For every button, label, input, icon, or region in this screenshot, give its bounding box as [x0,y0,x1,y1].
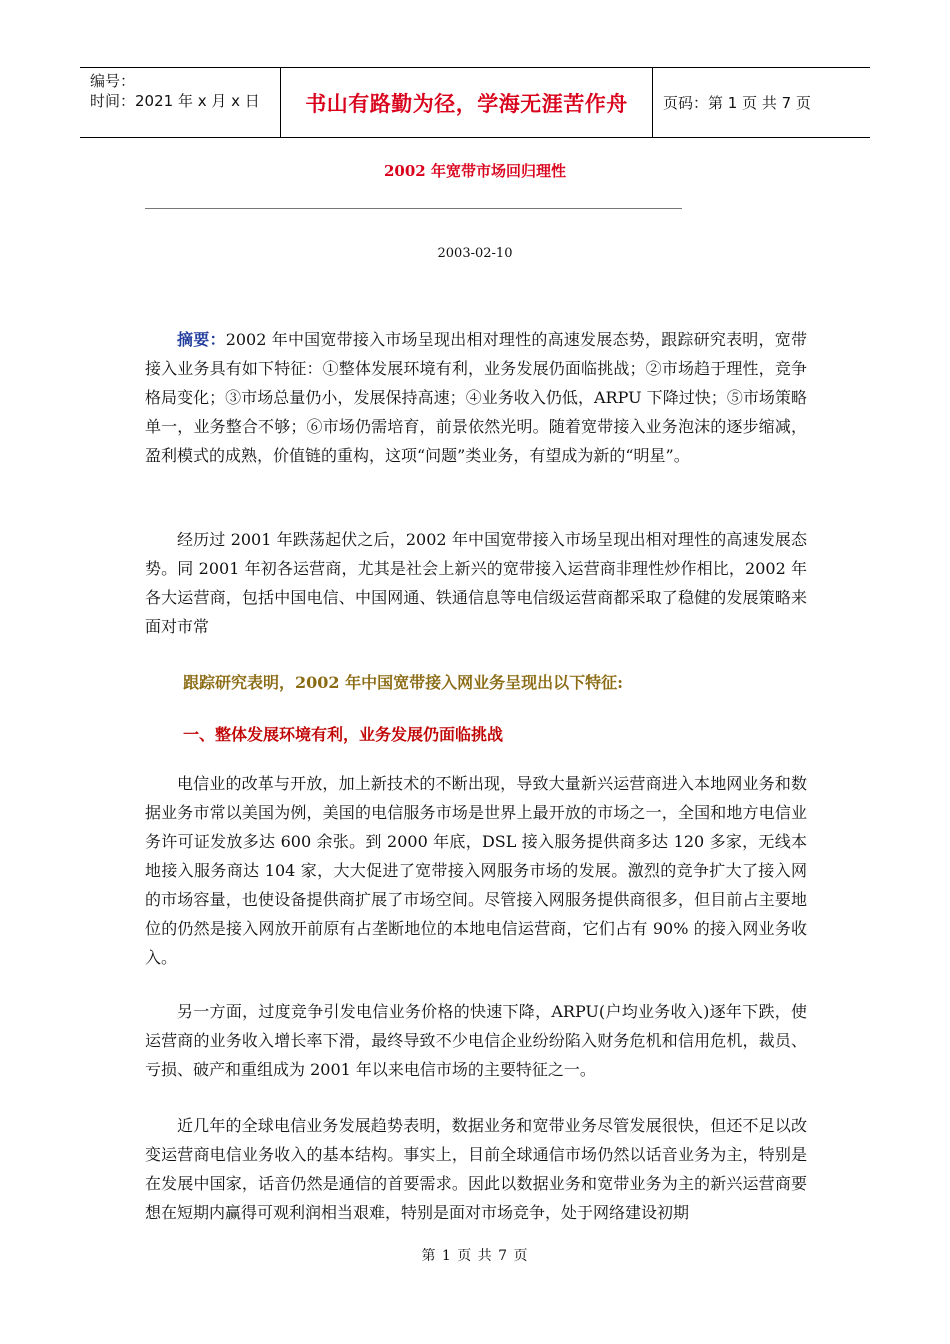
page-header [80,67,870,138]
header-motto: 书山有路勤为径，学海无涯苦作舟 [305,91,628,116]
header-page-info: 页码：第 1 页 共 7 页 [663,94,811,112]
document-date: 2003-02-10 [437,246,513,261]
header-meta [80,68,281,137]
section1-paragraph-2-block [145,997,807,1084]
section1-paragraph: 电信业的改革与开放，加上新技术的不断出现，导致大量新兴运营商进入本地网业务和数据业务市常以美国为例，美国的电信服务市场是世界上最开放的市场之一，全国和地方电信业务许可证发放多达 600 余张。到 2000 年底，DSL 接入服务提供商多达 120 多家，无线本地接入服务商达 104 家，大大促进了宽带接入网服务市场的发展。激烈的竞争扩大了接入网的市场容量，也使设备提供商扩展了市场空间。尽管接入网服务提供商很多，但目前占主要地位的仍然是接入网放开前原有占垄断地位的本地电信运营商，它们占有 90% 的接入网业务收入。 [145,774,807,967]
header-motto-cell [281,68,653,137]
number-label: 编号： [90,72,136,90]
abstract-block [145,325,807,470]
section1-heading: 一、整体发展环境有利，业务发展仍面临挑战 [183,725,504,744]
intro-paragraph: 经历过 2001 年跌荡起伏之后，2002 年中国宽带接入市场呈现出相对理性的高速发展态势。同 2001 年初各运营商，尤其是社会上新兴的宽带接入运营商非理性炒作相比，2002 年各大运营商，包括中国电信、中国网通、铁通信息等电信级运营商都采取了稳健的发展策略来面对市常 [145,530,807,636]
intro-block [145,525,807,641]
abstract-text: 2002 年中国宽带接入市场呈现出相对理性的高速发展态势，跟踪研究表明，宽带接入业务具有如下特征：①整体发展环境有利，业务发展仍面临挑战；②市场趋于理性，竞争格局变化；③市场总量仍小，发展保持高速；④业务收入仍低，ARPU 下降过快；⑤市场策略单一，业务整合不够；⑥市场仍需培育，前景依然光明。随着宽带接入业务泡沫的逐步缩减，盈利模式的成熟，价值链的重构，这项“问题”类业务，有望成为新的“明星”。 [145,330,807,465]
title-divider [145,208,682,209]
section1-paragraph-1-block [145,769,807,972]
section1-paragraph: 另一方面，过度竞争引发电信业务价格的快速下降，ARPU(户均业务收入)逐年下跌，使运营商的业务收入增长率下滑，最终导致不少电信企业纷纷陷入财务危机和信用危机，裁员、亏损、破产和重组成为 2001 年以来电信市场的主要特征之一。 [145,1002,807,1079]
abstract-paragraph [145,325,807,470]
header-page-info-cell [653,68,870,137]
time-label: 时间：2021 年 x 月 x 日 [90,92,260,110]
section1-paragraph: 近几年的全球电信业务发展趋势表明，数据业务和宽带业务尽管发展很快，但还不足以改变运营商电信业务收入的基本结构。事实上，目前全球通信市场仍然以话音业务为主，特别是在发展中国家，话音仍然是通信的首要需求。因此以数据业务和宽带业务为主的新兴运营商要想在短期内赢得可观利润相当艰难，特别是面对市场竞争，处于网络建设初期 [145,1116,807,1222]
abstract-label: 摘要： [177,330,226,349]
section1-paragraph-3-block [145,1111,807,1227]
findings-heading: 跟踪研究表明，2002 年中国宽带接入网业务呈现出以下特征: [183,673,624,692]
document-title: 2002 年宽带市场回归理性 [384,162,566,180]
page-footer: 第 1 页 共 7 页 [421,1248,529,1264]
